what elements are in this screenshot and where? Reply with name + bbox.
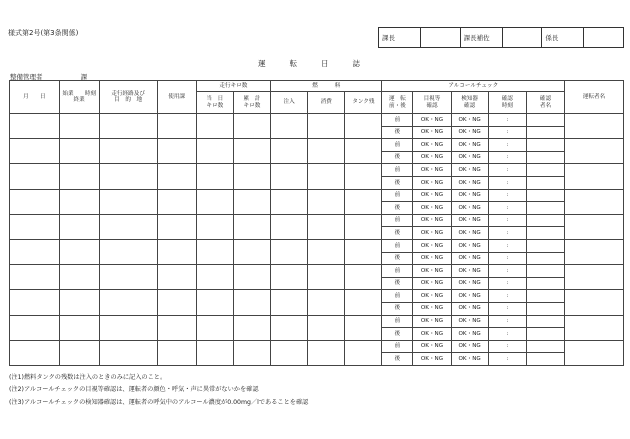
fuel-consumed-field[interactable] bbox=[308, 189, 345, 214]
fuel-injected-field[interactable] bbox=[271, 265, 308, 290]
check-time-field[interactable]: : bbox=[488, 114, 526, 127]
header-alcohol-timing: 運 転 前・後 bbox=[382, 92, 413, 114]
route-field[interactable] bbox=[99, 164, 157, 189]
detector-check-ok-ng[interactable]: OK・NG bbox=[451, 126, 488, 139]
alcohol-timing-cell: 前 bbox=[382, 315, 413, 328]
route-field[interactable] bbox=[99, 340, 157, 365]
check-time-field[interactable]: : bbox=[488, 214, 526, 227]
detector-check-ok-ng[interactable]: OK・NG bbox=[451, 239, 488, 252]
header-mileage-total: 累 計 キロ数 bbox=[233, 92, 270, 114]
fuel-consumed-field[interactable] bbox=[308, 265, 345, 290]
confirmer-name-field[interactable] bbox=[526, 164, 564, 177]
fuel-tank-field[interactable] bbox=[345, 139, 382, 164]
alcohol-timing-cell: 前 bbox=[382, 139, 413, 152]
alcohol-timing-cell: 後 bbox=[382, 328, 413, 341]
table-row bbox=[10, 265, 624, 278]
date-field[interactable] bbox=[10, 189, 60, 214]
check-time-field[interactable]: : bbox=[488, 164, 526, 177]
fuel-tank-field[interactable] bbox=[345, 290, 382, 315]
fuel-injected-field[interactable] bbox=[271, 189, 308, 214]
mileage-today-field[interactable] bbox=[196, 214, 233, 239]
check-time-field[interactable]: : bbox=[488, 252, 526, 265]
check-time-field[interactable]: : bbox=[488, 239, 526, 252]
fuel-injected-field[interactable] bbox=[271, 239, 308, 264]
confirmer-name-field[interactable] bbox=[526, 214, 564, 227]
check-time-field[interactable]: : bbox=[488, 202, 526, 215]
date-field[interactable] bbox=[10, 315, 60, 340]
department-field[interactable] bbox=[157, 164, 196, 189]
maintenance-manager-label: 整備管理者 bbox=[10, 73, 43, 81]
alcohol-timing-cell: 前 bbox=[382, 214, 413, 227]
mileage-total-field[interactable] bbox=[233, 290, 270, 315]
visual-check-ok-ng[interactable]: OK・NG bbox=[413, 164, 451, 177]
route-field[interactable] bbox=[99, 189, 157, 214]
check-time-field[interactable]: : bbox=[488, 176, 526, 189]
route-field[interactable] bbox=[99, 239, 157, 264]
header-fuel-injected: 注入 bbox=[271, 92, 308, 114]
date-field[interactable] bbox=[10, 290, 60, 315]
table-row bbox=[10, 114, 624, 127]
department-field[interactable] bbox=[157, 114, 196, 139]
detector-check-ok-ng[interactable]: OK・NG bbox=[451, 328, 488, 341]
alcohol-timing-cell: 後 bbox=[382, 277, 413, 290]
driver-name-field[interactable] bbox=[565, 239, 624, 264]
fuel-tank-field[interactable] bbox=[345, 214, 382, 239]
footnote: (注2)アルコールチェックの目視等確認は、運転者の顔色・呼気・声に異常がないかを確認 bbox=[9, 386, 259, 394]
table-row bbox=[10, 189, 624, 202]
visual-check-ok-ng[interactable]: OK・NG bbox=[413, 227, 451, 240]
visual-check-ok-ng[interactable]: OK・NG bbox=[413, 302, 451, 315]
fuel-tank-field[interactable] bbox=[345, 114, 382, 139]
alcohol-timing-cell: 前 bbox=[382, 189, 413, 202]
header-date: 月 日 bbox=[10, 81, 60, 114]
visual-check-ok-ng[interactable]: OK・NG bbox=[413, 139, 451, 152]
visual-check-ok-ng[interactable]: OK・NG bbox=[413, 290, 451, 303]
approval-stamp-field[interactable] bbox=[584, 28, 624, 48]
confirmer-name-field[interactable] bbox=[526, 340, 564, 353]
header-department: 使用課 bbox=[157, 81, 196, 114]
time-field[interactable] bbox=[59, 265, 99, 290]
mileage-today-field[interactable] bbox=[196, 114, 233, 139]
route-field[interactable] bbox=[99, 139, 157, 164]
detector-check-ok-ng[interactable]: OK・NG bbox=[451, 164, 488, 177]
mileage-total-field[interactable] bbox=[233, 164, 270, 189]
header-alcohol-visual-check: 目視等 確認 bbox=[413, 92, 451, 114]
check-time-field[interactable]: : bbox=[488, 189, 526, 202]
header-route-destination: 走行経路及び 目 的 地 bbox=[99, 81, 157, 114]
confirmer-name-field[interactable] bbox=[526, 202, 564, 215]
date-field[interactable] bbox=[10, 214, 60, 239]
alcohol-timing-cell: 前 bbox=[382, 340, 413, 353]
fuel-tank-field[interactable] bbox=[345, 315, 382, 340]
check-time-field[interactable]: : bbox=[488, 277, 526, 290]
driver-name-field[interactable] bbox=[565, 139, 624, 164]
department-field[interactable] bbox=[157, 214, 196, 239]
check-time-field[interactable]: : bbox=[488, 340, 526, 353]
route-field[interactable] bbox=[99, 265, 157, 290]
confirmer-name-field[interactable] bbox=[526, 176, 564, 189]
confirmer-name-field[interactable] bbox=[526, 290, 564, 303]
header-mileage-today: 当 日 キロ数 bbox=[196, 92, 233, 114]
department-suffix: 課 bbox=[80, 73, 88, 81]
check-time-field[interactable]: : bbox=[488, 328, 526, 341]
driver-name-field[interactable] bbox=[565, 114, 624, 139]
time-field[interactable] bbox=[59, 239, 99, 264]
table-row bbox=[10, 164, 624, 177]
footnote: (注1)燃料タンクの残数は注入のときのみに記入のこと。 bbox=[9, 374, 167, 381]
detector-check-ok-ng[interactable]: OK・NG bbox=[451, 353, 488, 366]
visual-check-ok-ng[interactable]: OK・NG bbox=[413, 353, 451, 366]
detector-check-ok-ng[interactable]: OK・NG bbox=[451, 302, 488, 315]
department-field[interactable] bbox=[157, 239, 196, 264]
driver-name-field[interactable] bbox=[565, 164, 624, 189]
fuel-injected-field[interactable] bbox=[271, 164, 308, 189]
fuel-injected-field[interactable] bbox=[271, 214, 308, 239]
table-row bbox=[10, 239, 624, 252]
confirmer-name-field[interactable] bbox=[526, 265, 564, 278]
route-field[interactable] bbox=[99, 315, 157, 340]
mileage-total-field[interactable] bbox=[233, 139, 270, 164]
detector-check-ok-ng[interactable]: OK・NG bbox=[451, 202, 488, 215]
confirmer-name-field[interactable] bbox=[526, 114, 564, 127]
mileage-total-field[interactable] bbox=[233, 114, 270, 139]
check-time-field[interactable]: : bbox=[488, 151, 526, 164]
confirmer-name-field[interactable] bbox=[526, 189, 564, 202]
approval-stamp-box bbox=[378, 27, 624, 48]
visual-check-ok-ng[interactable]: OK・NG bbox=[413, 126, 451, 139]
document-title: 運転日誌 bbox=[258, 59, 384, 68]
date-field[interactable] bbox=[10, 139, 60, 164]
mileage-today-field[interactable] bbox=[196, 164, 233, 189]
mileage-today-field[interactable] bbox=[196, 139, 233, 164]
department-field[interactable] bbox=[157, 189, 196, 214]
alcohol-timing-cell: 後 bbox=[382, 176, 413, 189]
mileage-total-field[interactable] bbox=[233, 214, 270, 239]
fuel-consumed-field[interactable] bbox=[308, 139, 345, 164]
mileage-today-field[interactable] bbox=[196, 239, 233, 264]
detector-check-ok-ng[interactable]: OK・NG bbox=[451, 252, 488, 265]
check-time-field[interactable]: : bbox=[488, 227, 526, 240]
time-field[interactable] bbox=[59, 340, 99, 365]
confirmer-name-field[interactable] bbox=[526, 315, 564, 328]
mileage-total-field[interactable] bbox=[233, 189, 270, 214]
alcohol-timing-cell: 後 bbox=[382, 151, 413, 164]
time-field[interactable] bbox=[59, 290, 99, 315]
fuel-injected-field[interactable] bbox=[271, 340, 308, 365]
alcohol-timing-cell: 後 bbox=[382, 252, 413, 265]
fuel-consumed-field[interactable] bbox=[308, 315, 345, 340]
header-fuel-tank-remaining: タンク残 bbox=[345, 92, 382, 114]
confirmer-name-field[interactable] bbox=[526, 227, 564, 240]
detector-check-ok-ng[interactable]: OK・NG bbox=[451, 114, 488, 127]
check-time-field[interactable]: : bbox=[488, 315, 526, 328]
fuel-tank-field[interactable] bbox=[345, 189, 382, 214]
fuel-consumed-field[interactable] bbox=[308, 114, 345, 139]
department-field[interactable] bbox=[157, 139, 196, 164]
fuel-injected-field[interactable] bbox=[271, 290, 308, 315]
fuel-injected-field[interactable] bbox=[271, 114, 308, 139]
detector-check-ok-ng[interactable]: OK・NG bbox=[451, 265, 488, 278]
header-fuel-consumed: 消費 bbox=[308, 92, 345, 114]
detector-check-ok-ng[interactable]: OK・NG bbox=[451, 227, 488, 240]
driver-name-field[interactable] bbox=[565, 315, 624, 340]
visual-check-ok-ng[interactable]: OK・NG bbox=[413, 252, 451, 265]
approval-label: 係長 bbox=[542, 28, 584, 48]
fuel-consumed-field[interactable] bbox=[308, 164, 345, 189]
header-alcohol-confirmer: 確認 者名 bbox=[526, 92, 564, 114]
route-field[interactable] bbox=[99, 214, 157, 239]
check-time-field[interactable]: : bbox=[488, 302, 526, 315]
detector-check-ok-ng[interactable]: OK・NG bbox=[451, 340, 488, 353]
visual-check-ok-ng[interactable]: OK・NG bbox=[413, 277, 451, 290]
visual-check-ok-ng[interactable]: OK・NG bbox=[413, 114, 451, 127]
confirmer-name-field[interactable] bbox=[526, 139, 564, 152]
confirmer-name-field[interactable] bbox=[526, 277, 564, 290]
header-alcohol-check-group: アルコールチェック bbox=[382, 81, 565, 92]
fuel-tank-field[interactable] bbox=[345, 239, 382, 264]
mileage-today-field[interactable] bbox=[196, 340, 233, 365]
detector-check-ok-ng[interactable]: OK・NG bbox=[451, 151, 488, 164]
detector-check-ok-ng[interactable]: OK・NG bbox=[451, 290, 488, 303]
time-field[interactable] bbox=[59, 114, 99, 139]
fuel-tank-field[interactable] bbox=[345, 340, 382, 365]
confirmer-name-field[interactable] bbox=[526, 151, 564, 164]
alcohol-timing-cell: 後 bbox=[382, 227, 413, 240]
confirmer-name-field[interactable] bbox=[526, 302, 564, 315]
alcohol-timing-cell: 後 bbox=[382, 126, 413, 139]
driver-name-field[interactable] bbox=[565, 290, 624, 315]
driver-name-field[interactable] bbox=[565, 340, 624, 365]
time-field[interactable] bbox=[59, 189, 99, 214]
route-field[interactable] bbox=[99, 290, 157, 315]
alcohol-timing-cell: 前 bbox=[382, 239, 413, 252]
mileage-total-field[interactable] bbox=[233, 265, 270, 290]
mileage-today-field[interactable] bbox=[196, 265, 233, 290]
mileage-total-field[interactable] bbox=[233, 340, 270, 365]
detector-check-ok-ng[interactable]: OK・NG bbox=[451, 176, 488, 189]
confirmer-name-field[interactable] bbox=[526, 239, 564, 252]
footnotes bbox=[9, 372, 308, 409]
header-fuel-group: 燃 料 bbox=[271, 81, 382, 92]
table-row bbox=[10, 139, 624, 152]
time-field[interactable] bbox=[59, 315, 99, 340]
form-number: 様式第2号(第3条関係) bbox=[8, 29, 79, 37]
check-time-field[interactable]: : bbox=[488, 139, 526, 152]
header-alcohol-check-time: 確認 時刻 bbox=[488, 92, 526, 114]
driver-name-field[interactable] bbox=[565, 214, 624, 239]
time-field[interactable] bbox=[59, 214, 99, 239]
alcohol-timing-cell: 前 bbox=[382, 290, 413, 303]
table-row bbox=[10, 290, 624, 303]
driver-name-field[interactable] bbox=[565, 189, 624, 214]
visual-check-ok-ng[interactable]: OK・NG bbox=[413, 315, 451, 328]
footnote: (注3)アルコールチェックの検知器確認は、運転者の呼気中のアルコール濃度が0.00mg／lであることを確認 bbox=[9, 398, 309, 406]
visual-check-ok-ng[interactable]: OK・NG bbox=[413, 176, 451, 189]
date-field[interactable] bbox=[10, 239, 60, 264]
time-field[interactable] bbox=[59, 164, 99, 189]
driver-name-field[interactable] bbox=[565, 265, 624, 290]
route-field[interactable] bbox=[99, 114, 157, 139]
visual-check-ok-ng[interactable]: OK・NG bbox=[413, 214, 451, 227]
detector-check-ok-ng[interactable]: OK・NG bbox=[451, 315, 488, 328]
visual-check-ok-ng[interactable]: OK・NG bbox=[413, 328, 451, 341]
mileage-today-field[interactable] bbox=[196, 315, 233, 340]
confirmer-name-field[interactable] bbox=[526, 353, 564, 366]
time-field[interactable] bbox=[59, 139, 99, 164]
visual-check-ok-ng[interactable]: OK・NG bbox=[413, 202, 451, 215]
fuel-consumed-field[interactable] bbox=[308, 340, 345, 365]
check-time-field[interactable]: : bbox=[488, 126, 526, 139]
alcohol-timing-cell: 後 bbox=[382, 353, 413, 366]
visual-check-ok-ng[interactable]: OK・NG bbox=[413, 265, 451, 278]
confirmer-name-field[interactable] bbox=[526, 252, 564, 265]
confirmer-name-field[interactable] bbox=[526, 328, 564, 341]
approval-stamp-field[interactable] bbox=[421, 28, 461, 48]
fuel-consumed-field[interactable] bbox=[308, 214, 345, 239]
alcohol-timing-cell: 前 bbox=[382, 164, 413, 177]
alcohol-timing-cell: 前 bbox=[382, 265, 413, 278]
fuel-consumed-field[interactable] bbox=[308, 239, 345, 264]
header-start-end-time: 始業 時刻 終業 bbox=[59, 81, 99, 114]
department-field[interactable] bbox=[157, 315, 196, 340]
confirmer-name-field[interactable] bbox=[526, 126, 564, 139]
driving-log-table bbox=[9, 80, 624, 366]
check-time-field[interactable]: : bbox=[488, 265, 526, 278]
department-field[interactable] bbox=[157, 340, 196, 365]
approval-label: 課長補佐 bbox=[460, 28, 502, 48]
visual-check-ok-ng[interactable]: OK・NG bbox=[413, 239, 451, 252]
table-row bbox=[10, 315, 624, 328]
date-field[interactable] bbox=[10, 265, 60, 290]
header-alcohol-detector-check: 検知器 確認 bbox=[451, 92, 488, 114]
date-field[interactable] bbox=[10, 114, 60, 139]
detector-check-ok-ng[interactable]: OK・NG bbox=[451, 214, 488, 227]
header-mileage-group: 走行キロ数 bbox=[196, 81, 270, 92]
table-row bbox=[10, 340, 624, 353]
approval-label: 課長 bbox=[379, 28, 421, 48]
fuel-tank-field[interactable] bbox=[345, 164, 382, 189]
check-time-field[interactable]: : bbox=[488, 290, 526, 303]
detector-check-ok-ng[interactable]: OK・NG bbox=[451, 139, 488, 152]
mileage-today-field[interactable] bbox=[196, 290, 233, 315]
mileage-total-field[interactable] bbox=[233, 239, 270, 264]
visual-check-ok-ng[interactable]: OK・NG bbox=[413, 340, 451, 353]
approval-stamp-field[interactable] bbox=[502, 28, 542, 48]
fuel-injected-field[interactable] bbox=[271, 315, 308, 340]
header-driver-name: 運転者名 bbox=[565, 81, 624, 114]
date-field[interactable] bbox=[10, 164, 60, 189]
visual-check-ok-ng[interactable]: OK・NG bbox=[413, 151, 451, 164]
detector-check-ok-ng[interactable]: OK・NG bbox=[451, 189, 488, 202]
check-time-field[interactable]: : bbox=[488, 353, 526, 366]
visual-check-ok-ng[interactable]: OK・NG bbox=[413, 189, 451, 202]
department-field[interactable] bbox=[157, 290, 196, 315]
detector-check-ok-ng[interactable]: OK・NG bbox=[451, 277, 488, 290]
mileage-total-field[interactable] bbox=[233, 315, 270, 340]
fuel-consumed-field[interactable] bbox=[308, 290, 345, 315]
table-row bbox=[10, 214, 624, 227]
alcohol-timing-cell: 前 bbox=[382, 114, 413, 127]
alcohol-timing-cell: 後 bbox=[382, 302, 413, 315]
fuel-tank-field[interactable] bbox=[345, 265, 382, 290]
fuel-injected-field[interactable] bbox=[271, 139, 308, 164]
department-field[interactable] bbox=[157, 265, 196, 290]
alcohol-timing-cell: 後 bbox=[382, 202, 413, 215]
date-field[interactable] bbox=[10, 340, 60, 365]
mileage-today-field[interactable] bbox=[196, 189, 233, 214]
